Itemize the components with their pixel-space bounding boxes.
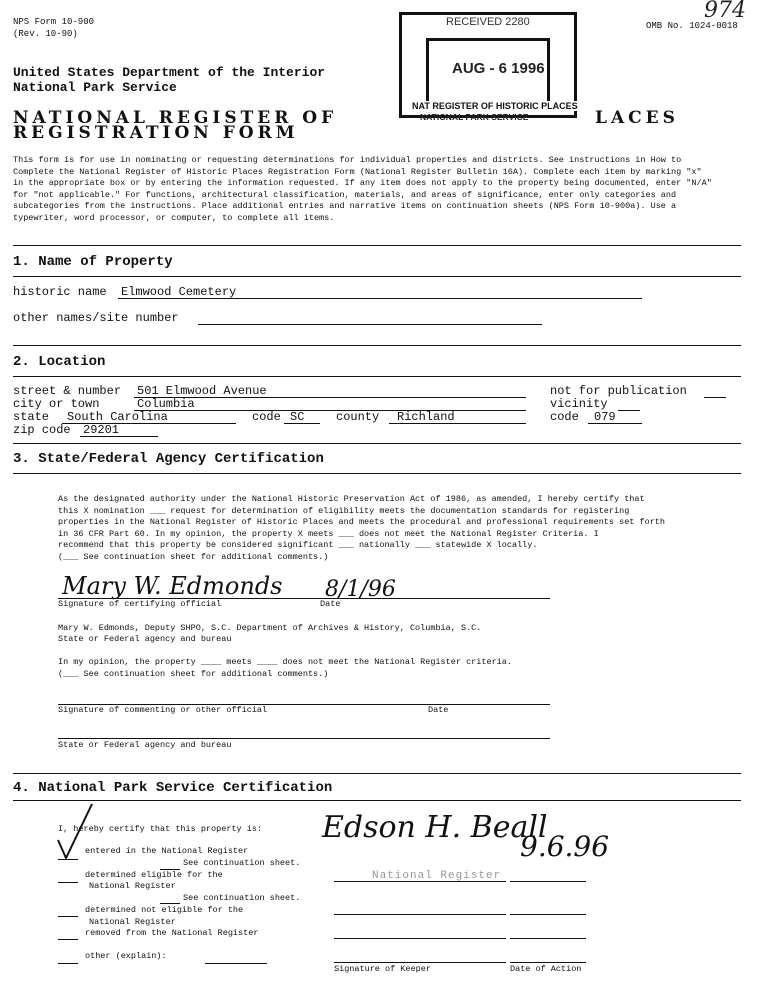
county-label: county [336,410,380,424]
keeper-signature: Edson H. Beall [322,810,548,845]
form-title-line1-end: LACES [595,108,679,128]
certification-line: properties in the National Register of Historic Places and meets the procedural and professional requirements set forth [58,517,665,527]
certification-line: (___ See continuation sheet for additional comments.) [58,551,329,562]
opinion-comments: (___ See continuation sheet for additional comments.) [58,669,329,679]
instruction-line: for "not applicable." For functions, architectural classification, materials, and areas of significance, enter only categories and [13,189,677,200]
instruction-line: typewriter, word processor, or computer, to complete all items. [13,212,335,223]
opt1-checkbox[interactable] [58,859,78,860]
opt4-checkbox[interactable] [58,939,78,940]
historic-name-label: historic name [13,285,107,299]
opt2-continuation: See continuation sheet. [183,893,301,903]
handwritten-reference: 974 [704,0,746,23]
nps-certify-statement: I, hereby certify that this property is: [58,824,263,834]
historic-name-underline [118,298,642,299]
keeper-date-handwritten: 9.6.96 [520,830,610,863]
certifying-official-signature: Mary W. Edmonds [62,572,283,600]
keeper-date-line-4 [510,962,586,963]
county-value[interactable]: Richland [397,410,455,424]
commenting-official-label: Signature of commenting or other official [58,705,268,715]
keeper-date-line-2 [510,914,586,915]
form-revision: (Rev. 10-90) [13,29,78,39]
city-label: city or town [13,397,100,411]
keeper-line-2 [334,914,506,915]
opinion-line: In my opinion, the property ____ meets ____ does not meet the National Register criteria. [58,657,512,667]
keeper-line-1 [334,881,506,882]
keeper-line-4 [334,962,506,963]
divider [13,276,741,277]
date-label: Date [320,599,341,609]
instruction-line: subcategories from the instructions. Place additional entries and narrative items on continuation sheets (NPS Form 10-900a). Use a [13,201,677,211]
county-code-value[interactable]: 079 [594,410,616,424]
opt-not-eligible-line1: determined not eligible for the [85,905,244,915]
certification-paragraph [58,494,665,563]
certifying-date-handwritten: 8/1/96 [325,577,396,602]
opt-eligible-line1: determined eligible for the [85,870,223,880]
divider [13,376,741,377]
zip-value[interactable]: 29201 [83,423,120,437]
stamp-line1: NAT REGISTER OF HISTORIC PLACES [412,101,578,111]
agency-label: State or Federal agency and bureau [58,634,232,644]
other-names-underline [198,324,542,325]
opt1-continuation: See continuation sheet. [183,858,301,868]
form-title-line2: REGISTRATION FORM [13,123,299,143]
instruction-line: Complete the National Register of Historic Places Registration Form (National Register Bulletin 16A). Complete each item by marking "x" [13,166,702,177]
state-label: state [13,410,50,424]
certification-line: recommend that this property be considered significant ___ nationally ___ statewide X locally. [58,540,538,550]
keeper-signature-label: Signature of Keeper [334,964,431,974]
city-value[interactable]: Columbia [137,397,195,411]
historic-name-value[interactable]: Elmwood Cemetery [121,285,237,299]
other-explain-line[interactable] [205,963,267,964]
keeper-line-3 [334,938,506,939]
stamp-date: AUG - 6 1996 [452,60,545,77]
county-code-label: code [550,410,579,424]
not-for-publication-label: not for publication [550,384,687,398]
opt5-checkbox[interactable] [58,963,78,964]
faint-register-stamp: National Register [372,870,502,882]
divider [13,773,741,774]
section2-title: 2. Location [13,354,106,370]
service-name: National Park Service [13,80,177,95]
county-code-underline [588,423,642,424]
street-value[interactable]: 501 Elmwood Avenue [137,384,267,398]
omb-number: OMB No. 1024-0018 [646,21,738,31]
divider [13,443,741,444]
certification-line: As the designated authority under the National Historic Preservation Act of 1986, as amended, I hereby certify that [58,494,645,504]
certifying-official-name: Mary W. Edmonds, Deputy SHPO, S.C. Department of Archives & History, Columbia, S.C. [58,623,482,633]
opt3-checkbox[interactable] [58,916,78,917]
divider [13,473,741,474]
department-name: United States Department of the Interior [13,65,326,80]
state-code-value[interactable]: SC [290,410,305,424]
section4-title: 4. National Park Service Certification [13,780,333,796]
state-value[interactable]: South Carolina [67,410,168,424]
zip-label: zip code [13,423,71,437]
instructions [13,155,712,224]
opt-other: other (explain): [85,951,167,961]
city-underline [134,410,526,411]
opt-eligible-line2: National Register [89,881,176,891]
other-names-label: other names/site number [13,311,179,325]
certification-line: in 36 CFR Part 60. In my opinion, the property X meets ___ does not meet the National Register Criteria. I [58,528,599,539]
street-label: street & number [13,384,122,398]
signature-label: Signature of certifying official [58,599,222,609]
not-for-publication-checkbox[interactable] [704,397,726,398]
vicinity-label: vicinity [550,397,608,411]
instruction-line: in the appropriate box or by entering the information requested. If any item does not apply to the property being documented, enter "N/A" [13,178,712,188]
form-number: NPS Form 10-900 [13,17,95,27]
opt-not-eligible-line2: National Register [89,917,176,927]
stamp-received: RECEIVED 2280 [446,16,530,28]
keeper-date-line-3 [510,938,586,939]
vicinity-checkbox[interactable] [618,410,640,411]
section1-title: 1. Name of Property [13,254,173,270]
agency-label-2: State or Federal agency and bureau [58,740,232,750]
keeper-date-line-1 [510,881,586,882]
section3-title: 3. State/Federal Agency Certification [13,451,324,467]
stamp-line2: NATIONAL PARK SERVICE [420,112,529,122]
opt-removed: removed from the National Register [85,928,259,938]
divider [13,345,741,346]
opt-entered: entered in the National Register [85,846,249,856]
state-code-label: code [252,410,281,424]
divider [13,245,741,246]
zip-underline [80,436,158,437]
form-title-line1: NATIONAL REGISTER OF [13,108,338,128]
instruction-line: This form is for use in nominating or requesting determinations for individual properties and districts. See instructions in How to [13,155,682,165]
opt2-checkbox[interactable] [58,882,78,883]
date-label-2: Date [428,705,449,715]
cont2-checkbox[interactable] [160,903,180,904]
date-of-action-label: Date of Action [510,964,582,974]
state-code-underline [284,423,320,424]
certification-line: this X nomination ___ request for determination of eligibility meets the documentation standards for registering [58,505,630,516]
county-underline [389,423,526,424]
agency-line-2 [58,738,550,739]
divider [13,800,741,801]
